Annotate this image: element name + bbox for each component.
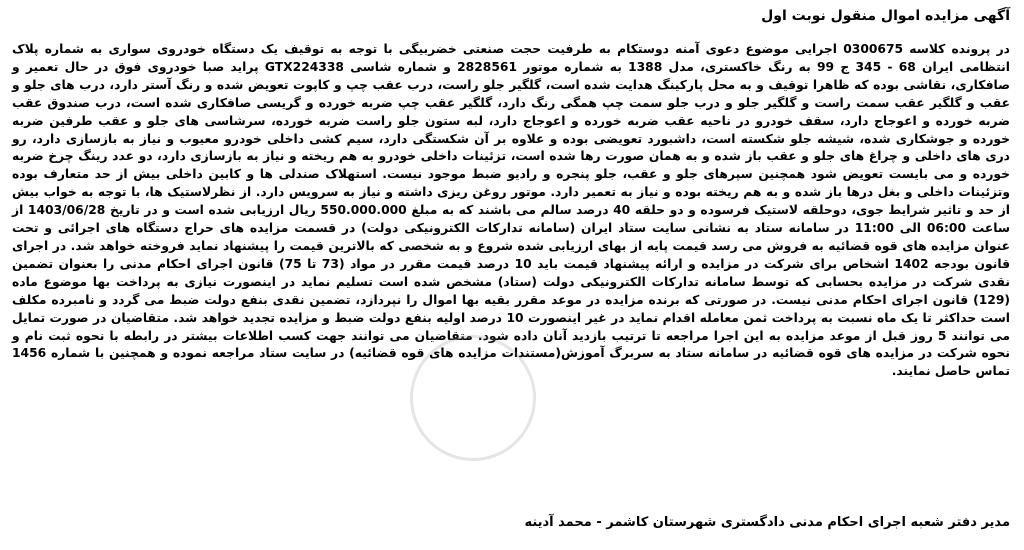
- notice-body: در پرونده کلاسه 0300675 اجرایی موضوع دعوی آمنه دوستکام به طرفیت حجت صنعتی خضربیگی با توجه به توقیف یک دستگاه خودروی سواری به شماره پلاک انتظامی ایران 68 - 345 ج 99 به رنگ خاکستری، مدل 1388 به شماره موتور 2828561 و شماره شاسی GTX224338 پراید صبا خودروی فوق در حال تعمیر و صافکاری، نقاشی بوده که ظاهرا توقیف و به محل پارکینگ هدایت شده است، گلگیر جلو راست، درب عقب چپ و کاپوت تعویض شده و رنگ آستر دارد، درب های جلو و عقب و گلگیر عقب سمت راست و گلگیر جلو و درب جلو سمت چپ همگی رنگ دارد، گلگیر عقب چپ ضربه خورده و گریسی صافکاری شده است، درب صندوق عقب ضربه خورده و اعوجاج دارد، سقف خودرو در ناحیه عقب ضربه خورده و اعوجاج دارد، لبه ستون جلو راست ضربه خورده، سرشاسی های جلو و عقب طرفین ضربه خورده و جوشکاری شده، شیشه جلو شکسته است، داشبورد تعویضی بوده و علاوه بر آن شکستگی دارد، سیم کشی داخلی خودرو معیوب و نیاز به بازسازی دارد، رو دری های داخلی و چراغ های جلو و عقب باز شده و به همان صورت رها شده است، تزئینات داخلی خودرو به هم ریخته و نیاز به بازسازی دارد، دو عدد رینگ چرخ ضربه خورده و می بایست تعویض شود همچنین سپرهای جلو و عقب، جلو پنجره و رادیو ضبط موجود نیست. استهلاک صندلی ها و کابین داخلی بیش از حد متعارف بوده وتزئینات داخلی و بغل درها باز شده و به هم ریخته بوده و نیاز به تعمیر دارد. موتور روغن ریزی داشته و نیاز به سرویس دارد. از نظرلاستیک ها، با توجه به خواب بیش از حد و تاثیر شرایط جوی، دوحلقه لاستیک فرسوده و دو حلقه 40 درصد سالم می باشند که به مبلغ 550.000.000 ریال ارزیابی شده است و در تاریخ 1403/06/28 از ساعت 06:00 الی 11:00 در سامانه ستاد به نشانی سایت ستاد ایران (سامانه تدارکات الکترونیکی دولت) در قسمت مزایده های حراج دستگاه های اجرائی و تحت عنوان مزایده های قوه قضائیه به فروش می رسد قیمت پایه از بهای ارزیابی شده شروع و به شخصی که بالاترین قیمت را پیشنهاد نماید فروخته خواهد شد. در اجرای قانون بودجه 1402 اشخاص برای شرکت در مزایده و ارائه پیشنهاد قیمت باید 10 درصد قیمت مقرر در مواد (73 تا 75) قانون اجرای احکام مدنی را بعنوان تضمین نقدی شرکت در مزایده بحسابی که توسط سامانه تدارکات الکترونیکی دولت (ستاد) مشخص شده است تسلیم نماید در اینصورت نیازی به پرداخت بها موضوع ماده (129) قانون اجرای احکام مدنی نیست. در صورتی که برنده مزایده در موعد مقرر بقیه بها اموال را نپردازد، تضمین نقدی بنفع دولت ضبط می گردد و نامبرده مکلف است حداکثر تا یک ماه نسبت به پرداخت ثمن معامله اقدام نماید در غیر اینصورت 10 درصد اولیه بنفع دولت ضبط و مزایده تجدید خواهد شد. متقاضیان در صورت تمایل می توانند 5 روز قبل از موعد مزایده به این اجرا مراجعه تا ترتیب بازدید آنان داده شود. متقاضیان می توانند جهت کسب اطلاعات بیشتر در رابطه با نحوه ثبت نام و نحوه شرکت در مزایده های قوه قضائیه در سامانه ستاد به سربرگ آموزش(مستندات مزایده های قوه قضائیه) در سایت ستاد مراجعه نموده و همچنین با شماره 1456 تماس حاصل نمایند.: [12, 42, 1011, 379]
- notice-signature: مدیر دفتر شعبه اجرای احکام مدنی دادگستری شهرستان کاشمر - محمد آدینه: [524, 515, 1010, 530]
- notice-title: آگهی مزایده اموال منقول نوبت اول: [761, 8, 1010, 24]
